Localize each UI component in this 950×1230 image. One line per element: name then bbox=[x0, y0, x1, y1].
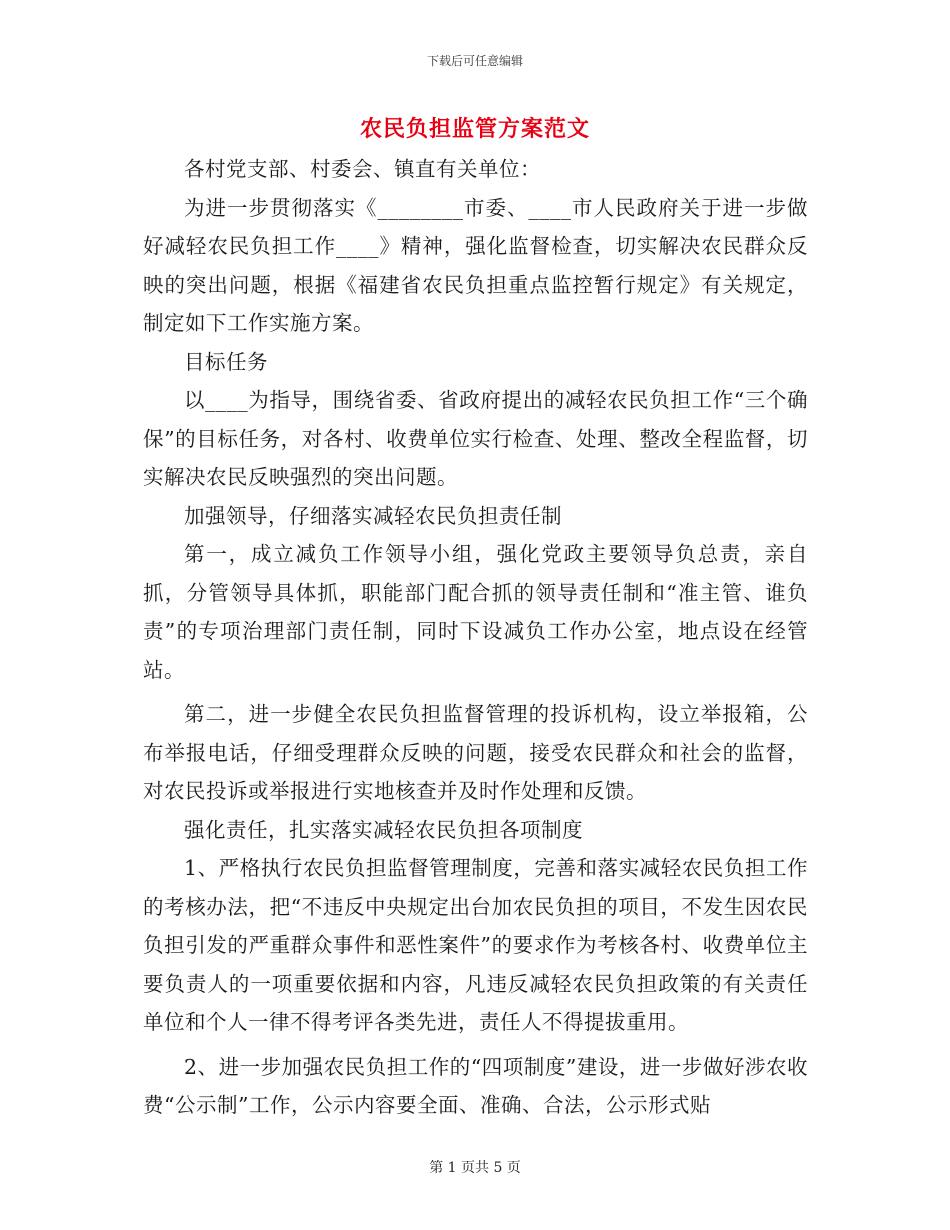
section-heading-leadership: 加强领导，仔细落实减轻农民负担责任制 bbox=[184, 503, 562, 528]
document-body bbox=[143, 150, 808, 1125]
page-header-note: 下载后可任意编辑 bbox=[426, 54, 523, 68]
page-number: 第 1 页共 5 页 bbox=[429, 1160, 521, 1176]
paragraph-second: 第二，进一步健全农民负担监督管理的投诉机构，设立举报箱，公布举报电话，仔细受理群众反映的问题，接受农民群众和社会的监督，对农民投诉或举报进行实地核查并及时作处理和反馈。 bbox=[143, 702, 808, 803]
paragraph-salutation: 各村党支部、村委会、镇直有关单位： bbox=[184, 157, 541, 181]
paragraph-item-2: 2、进一步加强农民负担工作的“四项制度”建设，进一步做好涉农收费“公示制”工作，公示内容要全面、准确、合法，公示形式贴 bbox=[143, 1054, 808, 1117]
paragraph-first: 第一，成立减负工作领导小组，强化党政主要领导负总责，亲自抓，分管领导具体抓，职能部门配合抓的领导责任制和“准主管、谁负责”的专项治理部门责任制，同时下设减负工作办公室，地点设在经管站。 bbox=[143, 542, 808, 682]
document-title: 农民负担监管方案范文 bbox=[359, 116, 590, 142]
paragraph-intro: 为进一步贯彻落实《________市委、____市人民政府关于进一步做好减轻农民负担工作____》精神，强化监督检查，切实解决农民群众反映的突出问题，根据《福建省农民负担重点监控暂行规定》有关规定，制定如下工作实施方案。 bbox=[143, 195, 808, 335]
paragraph-goals: 以____为指导，围绕省委、省政府提出的减轻农民负担工作“三个确保”的目标任务，对各村、收费单位实行检查、处理、整改全程监督，切实解决农民反映强烈的突出问题。 bbox=[143, 388, 808, 489]
section-heading-responsibility: 强化责任，扎实落实减轻农民负担各项制度 bbox=[184, 817, 583, 842]
paragraph-item-1: 1、严格执行农民负担监督管理制度，完善和落实减轻农民负担工作的考核办法，把“不违反中央规定出台加农民负担的项目，不发生因农民负担引发的严重群众事件和恶性案件”的要求作为考核各村、收费单位主要负责人的一项重要依据和内容，凡违反减轻农民负担政策的有关责任单位和个人一律不得考评各类先进，责任人不得提拔重用。 bbox=[143, 856, 808, 1034]
section-heading-goals: 目标任务 bbox=[184, 349, 268, 374]
